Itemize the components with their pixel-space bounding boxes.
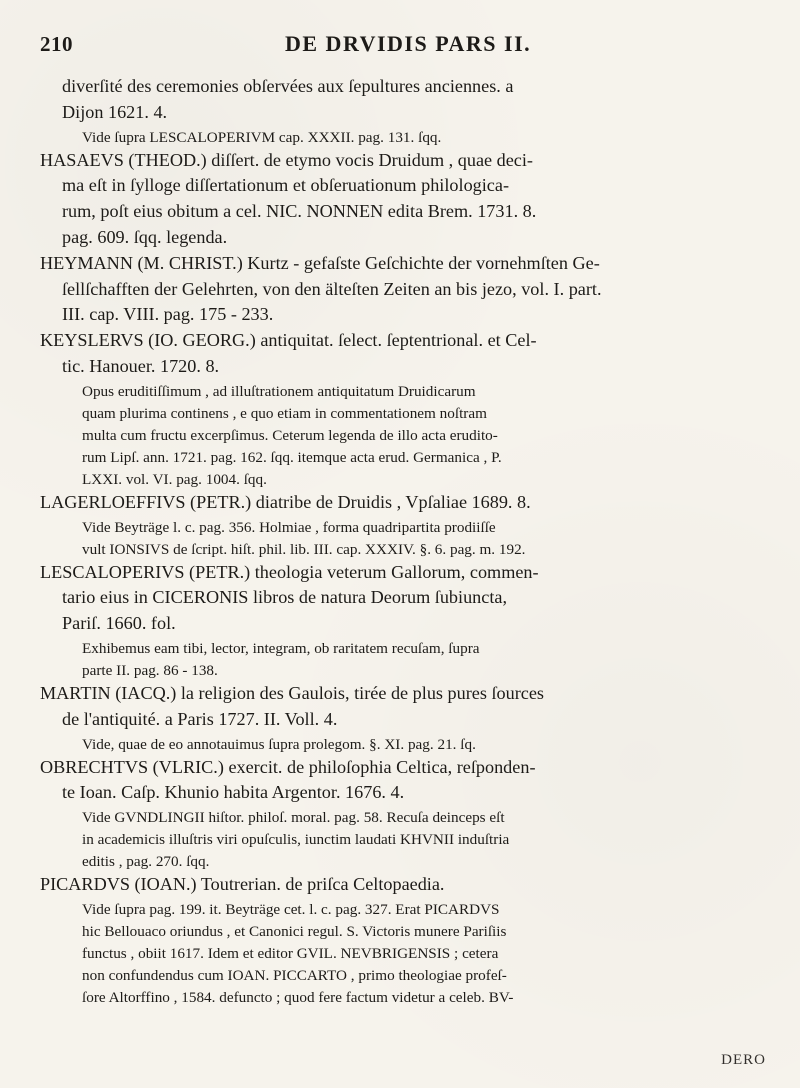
text-line: ma eſt in ſylloge diſſertationum et obſeruationum philologica-	[62, 175, 510, 196]
text-line: Dijon 1621. 4.	[62, 101, 168, 122]
text-line: rum Lipſ. ann. 1721. pag. 162. ſqq. itemque acta erud. Germanica , P.	[82, 448, 502, 466]
text-line: te Ioan. Caſp. Khunio habita Argentor. 1676. 4.	[62, 782, 405, 803]
text-line: Vide Beyträge l. c. pag. 356. Holmiae , forma quadripartita prodiiſſe	[82, 518, 496, 536]
text-line: LXXI. vol. VI. pag. 1004. ſqq.	[82, 470, 267, 488]
catchword: DERO	[721, 1052, 766, 1068]
text-line: Opus eruditiſſimum , ad illuſtrationem antiquitatum Druidicarum	[82, 382, 476, 400]
text-line: non confundendus cum IOAN. PICCARTO , primo theologiae profeſ-	[82, 966, 507, 984]
text-line: parte II. pag. 86 - 138.	[82, 661, 218, 679]
text-line: HEYMANN (M. CHRIST.) Kurtz - gefaſste Geſchichte der vornehmſten Ge-	[40, 252, 600, 273]
text-line: ſore Altorffino , 1584. defuncto ; quod fere factum videtur a celeb. BV-	[82, 988, 514, 1006]
text-line: Pariſ. 1660. fol.	[62, 613, 176, 634]
text-line: functus , obiit 1617. Idem et editor GVIL. NEVBRIGENSIS ; cetera	[82, 944, 499, 962]
text-line: quam plurima continens , e quo etiam in commentationem noſtram	[82, 404, 487, 422]
text-line: MARTIN (IACQ.) la religion des Gaulois, tirée de plus pures ſources	[40, 682, 545, 703]
text-line: multa cum fructu excerpſimus. Ceterum legenda de illo acta erudito-	[82, 426, 498, 444]
running-title: DE DRVIDIS PARS II.	[285, 31, 532, 56]
text-line: pag. 609. ſqq. legenda.	[62, 226, 228, 247]
text-line: LAGERLOEFFIVS (PETR.) diatribe de Druidis , Vpſaliae 1689. 8.	[40, 491, 531, 512]
text-line: III. cap. VIII. pag. 175 - 233.	[62, 304, 274, 325]
text-line: editis , pag. 270. ſqq.	[82, 853, 210, 871]
text-line: de l'antiquité. a Paris 1727. II. Voll. 4.	[62, 708, 338, 729]
text-line: ſellſchafften der Gelehrten, von den älteſten Zeiten an bis jezo, vol. I. part.	[62, 278, 602, 299]
text-line: Vide ſupra pag. 199. it. Beyträge cet. l. c. pag. 327. Erat PICARDVS	[82, 900, 500, 918]
text-line: Exhibemus eam tibi, lector, integram, ob raritatem recuſam, ſupra	[82, 639, 480, 657]
text-line: tario eius in CICERONIS libros de natura Deorum ſubiuncta,	[62, 587, 508, 608]
text-line: OBRECHTVS (VLRIC.) exercit. de philoſophia Celtica, reſponden-	[40, 756, 536, 777]
page-number: 210	[40, 32, 73, 56]
text-line: PICARDVS (IOAN.) Toutrerian. de priſca Celtopaedia.	[40, 874, 445, 895]
text-line: KEYSLERVS (IO. GEORG.) antiquitat. ſelect. ſeptentrional. et Cel-	[40, 330, 537, 351]
text-line: Vide ſupra LESCALOPERIVM cap. XXXII. pag. 131. ſqq.	[82, 128, 442, 146]
text-line: Vide GVNDLINGII hiſtor. philoſ. moral. pag. 58. Recuſa deinceps eſt	[82, 809, 505, 827]
text-line: hic Bellouaco oriundus , et Canonici regul. S. Victoris munere Pariſiis	[82, 922, 507, 940]
text-line: diverſité des ceremonies obſervées aux ſepultures anciennes. a	[62, 76, 514, 96]
text-line: vult IONSIVS de ſcript. hiſt. phil. lib. III. cap. XXXIV. §. 6. pag. m. 192.	[82, 540, 526, 558]
text-line: Vide, quae de eo annotauimus ſupra prolegom. §. XI. pag. 21. ſq.	[82, 735, 476, 753]
page-header	[40, 30, 766, 64]
text-line: LESCALOPERIVS (PETR.) theologia veterum Gallorum, commen-	[40, 561, 539, 582]
bibliography-text	[40, 74, 766, 1008]
text-line: tic. Hanouer. 1720. 8.	[62, 355, 220, 376]
text-line: rum, poſt eius obitum a cel. NIC. NONNEN edita Brem. 1731. 8.	[62, 201, 537, 222]
text-line: HASAEVS (THEOD.) diſſert. de etymo vocis Druidum , quae deci-	[40, 149, 533, 170]
text-line: in academicis illuſtris viri opuſculis, iunctim laudati KHVNII induſtria	[82, 831, 510, 849]
